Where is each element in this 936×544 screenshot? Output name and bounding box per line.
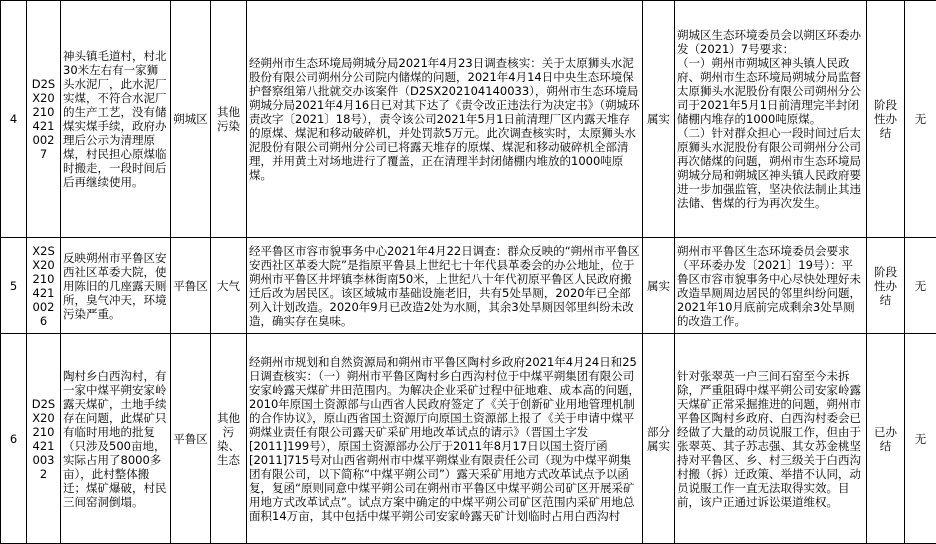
table-row — [1, 238, 936, 334]
verdict: 部分属实 — [643, 334, 675, 544]
rectification-measures — [675, 1, 867, 238]
investigation-text: 经朔州市生态环境局朔城分局2021年4月23日调查核实：关于太原狮头水泥股份有限公司朔州分公司院内储煤的问题，2021年4月14日中央生态环境保护督察组第八批就交办该案件（D2SX202104140033），朔州市生态环境局朔城分局2021年4月16日已对其下达了《责令改正违法行为决定书》（朔城环责改字〔2021〕18号），责令该公司2021年5月1日前清理厂区内露天堆存的原煤、煤泥和移动破碎机，并处罚款5万元。此次调查核实时，太原狮头水泥股份有限公司朔州分公司已将露天堆存的原煤、煤泥和移动破碎机全部清理，并用黄土对场地进行了覆盖，正在清理半封闭储棚内堆放的1000吨原煤。 — [247, 1, 643, 238]
row-seq: 6 — [1, 334, 27, 544]
row-seq: 4 — [1, 1, 27, 238]
district: 朔城区 — [171, 1, 211, 238]
complaint-text: 陶村乡白西沟村，有一家中煤平朔安家岭露天煤矿，土地手续存在问题，此煤矿只有临时用地的批复（只涉及500亩地，实际占用了8000多亩），此村整体搬迁；煤矿爆破，村民三间窑洞倒塌。 — [61, 334, 171, 544]
rectification-measures — [675, 334, 867, 544]
investigation-text: 经平鲁区市容市貌事务中心2021年4月22日调查：群众反映的“朔州市平鲁区安西社区革委大院”是指原平鲁县上世纪七十年代县革委会的办公地址，位于朔州市平鲁区井坪镇李林街南50米，上世纪八十年代初原平鲁区人民政府搬迁后改为居民区。该区域城市基础设施老旧，共有5处旱厕，2020年已全部列入计划改造。2020年9月已改造2处为水厕，其余3处旱厕因邻里纠纷未改造，确实存在臭味。 — [247, 238, 643, 334]
complaint-text: 神头镇毛道村，村北30米左右有一家狮头水泥厂，此水泥厂实煤，不符合水泥厂的生产工艺，没有储煤实煤手续，政府办理后公示为清理原煤，村民担心原煤临时搬走，一段时间后后再继续使用。 — [61, 1, 171, 238]
table-row — [1, 334, 936, 544]
measure-paragraph: （二）针对群众担心一段时间过后太原狮头水泥股份有限公司朔州分公司再次储煤的问题，朔州市生态环境局朔城分局和朔城区神头镇人民政府要进一步加强监管，坚决依法制止其违法储、售煤的行为再次发生。 — [677, 126, 864, 210]
measure-paragraph: 朔城区生态环境委员会以朔区环委办发（2021）7号要求： — [677, 28, 864, 56]
measure-paragraph: （一）朔州市朔城区神头镇人民政府、朔州市生态环境局朔城分局监督太原狮头水泥股份有限公司朔州分公司于2021年5月1日前清理完半封闭储棚内堆存的1000吨原煤。 — [677, 56, 864, 126]
district: 平鲁区 — [171, 238, 211, 334]
case-code: D2SX202104210027 — [27, 1, 61, 238]
accountability: 无 — [905, 238, 936, 334]
measure-paragraph: 朔州市平鲁区生态环境委员会要求（平环委办发〔2021〕19号）：平鲁区市容市貌事务中心尽快处理好未改造旱厕周边居民的邻里纠纷问题，2021年10月底前完成剩余3处旱厕的改造工作。 — [677, 244, 864, 328]
measure-paragraph: 针对张翠英一户三间石窑至今未拆除，严重阻碍中煤平朔公司安家岭露天煤矿正常采掘推进的问题，朔州市平鲁区陶村乡政府、白西沟村委会已经做了大量的动员说服工作，但由于张翠英、其子苏志强、其女苏金桃坚持对平鲁区、乡、村三级关于白西沟村搬（拆）迁政策、举措不认同，动员说服工作一直无法取得实效。目前，该户正通过诉讼渠道维权。 — [677, 369, 864, 509]
verdict: 属实 — [643, 1, 675, 238]
district: 平鲁区 — [171, 334, 211, 544]
pollution-category: 大气 — [211, 238, 247, 334]
accountability: 无 — [905, 1, 936, 238]
processing-status: 已办结 — [867, 334, 905, 544]
pollution-category: 其他污染、生态 — [211, 334, 247, 544]
case-code: X2SX202104210026 — [27, 238, 61, 334]
processing-status: 阶段性办结 — [867, 238, 905, 334]
rectification-measures — [675, 238, 867, 334]
row-seq: 5 — [1, 238, 27, 334]
case-code: D2SX202104210032 — [27, 334, 61, 544]
processing-status: 阶段性办结 — [867, 1, 905, 238]
pollution-category: 其他污染 — [211, 1, 247, 238]
verdict: 属实 — [643, 238, 675, 334]
accountability: 无 — [905, 334, 936, 544]
table-row — [1, 1, 936, 238]
investigation-text: 经朔州市规划和自然资源局和朔州市平鲁区陶村乡政府2021年4月24日和25日调查核实：（一）朔州市平鲁区陶村乡白西沟村位于中煤平朔集团有限公司安家岭露天煤矿井田范围内。为解决企业采矿过程中征地难、成本高的问题，2010年原国土资源部与山西省人民政府签定了《关于创新矿业用地管理机制的合作协议》，原山西省国土资源厅向原国土资源部上报了《关于申请中煤平朔煤业责任有限公司露天矿采矿用地改革试点的请示》（晋国土字发[2011]199号），原国土资源部办公厅于2011年8月17日以国土资厅函[2011]715号对山西省朔州市中煤平朔煤业有限责任公司（现为中煤平朔集团有限公司，以下简称“中煤平朔公司”）露天采矿用地方式改革试点予以函复，复函“原则同意中煤平朔公司在朔州市平鲁区中煤平朔公司矿区开展采矿用地方式改革试点”。试点方案中确定的中煤平朔公司矿区范围内采矿用地总面积14万亩，其中包括中煤平朔公司安家岭露天矿计划临时占用白西沟村 — [247, 334, 643, 544]
complaint-text: 反映朔州市平鲁区安西社区革委大院，使用陈旧的几座露天厕所，臭气冲天，环境污染严重。 — [61, 238, 171, 334]
